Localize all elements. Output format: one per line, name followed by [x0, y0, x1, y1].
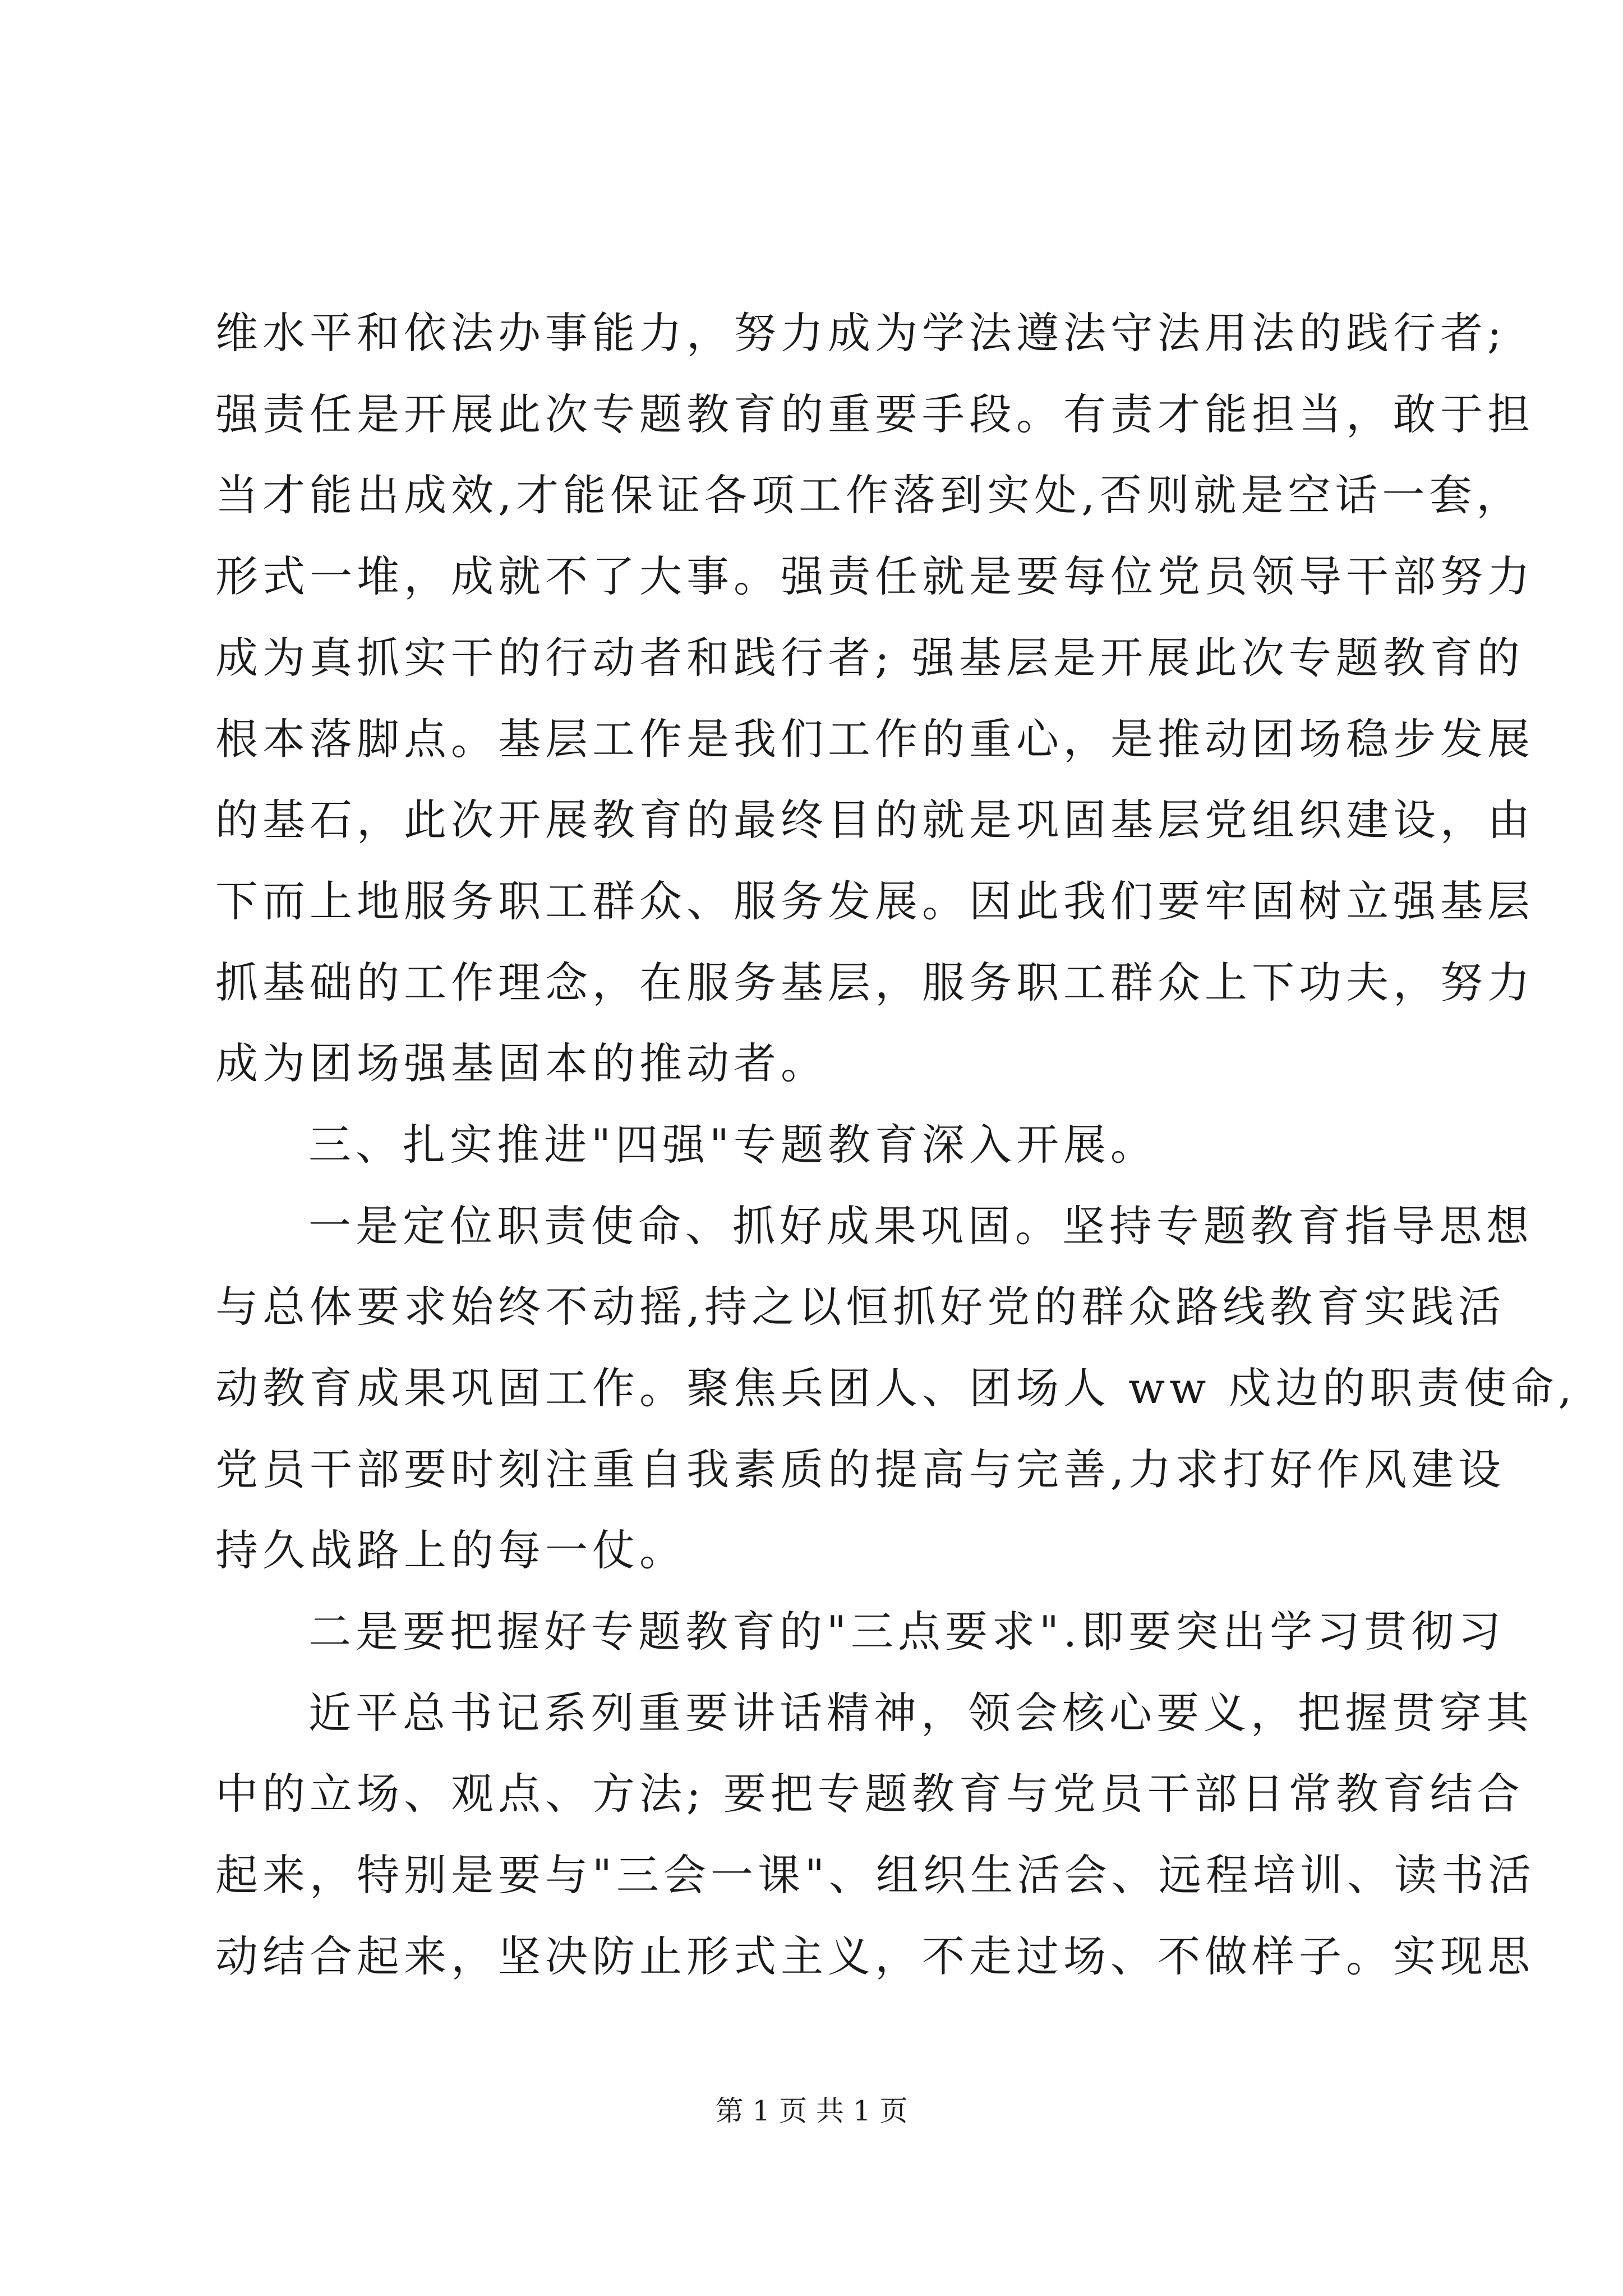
text-line: 近平总书记系列重要讲话精神，领会核心要义，把握贯穿其 [308, 1688, 1533, 1738]
text-line: 党员干部要时刻注重自我素质的提高与完善,力求打好作风建设 [215, 1444, 1506, 1494]
text-line: 成为真抓实干的行动者和践行者; 强基层是开展此次专题教育的 [215, 633, 1524, 683]
text-line: 根本落脚点。基层工作是我们工作的重心，是推动团场稳步发展 [215, 714, 1534, 764]
text-line: 一是定位职责使命、抓好成果巩固。坚持专题教育指导思想 [308, 1201, 1533, 1251]
text-line: 成为团场强基固本的推动者。 [215, 1038, 828, 1088]
text-line: 二是要把握好专题教育的"三点要求".即要突出学习贯彻习 [308, 1607, 1506, 1657]
text-line: 的基石，此次开展教育的最终目的就是巩固基层党组织建设，由 [215, 795, 1534, 845]
text-line: 形式一堆，成就不了大事。强责任就是要每位党员领导干部努力 [215, 551, 1534, 601]
text-line: 与总体要求始终不动摇,持之以恒抓好党的群众路线教育实践活 [215, 1282, 1506, 1332]
text-line: 当才能出成效,才能保证各项工作落到实处,否则就是空话一套， [215, 470, 1524, 520]
text-line: 维水平和依法办事能力，努力成为学法遵法守法用法的践行者; [215, 308, 1506, 358]
page-number-footer: 第 1 页 共 1 页 [715, 2095, 908, 2127]
text-line: 下而上地服务职工群众、服务发展。因此我们要牢固树立强基层 [215, 876, 1534, 926]
text-line: 抓基础的工作理念，在服务基层，服务职工群众上下功夫，努力 [215, 958, 1534, 1007]
text-line: 动结合起来，坚决防止形式主义，不走过场、不做样子。实现思 [215, 1931, 1534, 1981]
text-line: 强责任是开展此次专题教育的重要手段。有责才能担当，敢于担 [215, 389, 1534, 439]
text-line: 起来，特别是要与"三会一课"、组织生活会、远程培训、读书活 [215, 1850, 1536, 1900]
text-line: 持久战路上的每一仗。 [215, 1525, 686, 1575]
section-heading: 三、扎实推进"四强"专题教育深入开展。 [308, 1120, 1158, 1170]
text-line: 中的立场、观点、方法; 要把专题教育与党员干部日常教育结合 [215, 1769, 1524, 1819]
text-line: 动教育成果巩固工作。聚焦兵团人、团场人 ww 戍边的职责使命, [215, 1363, 1576, 1413]
